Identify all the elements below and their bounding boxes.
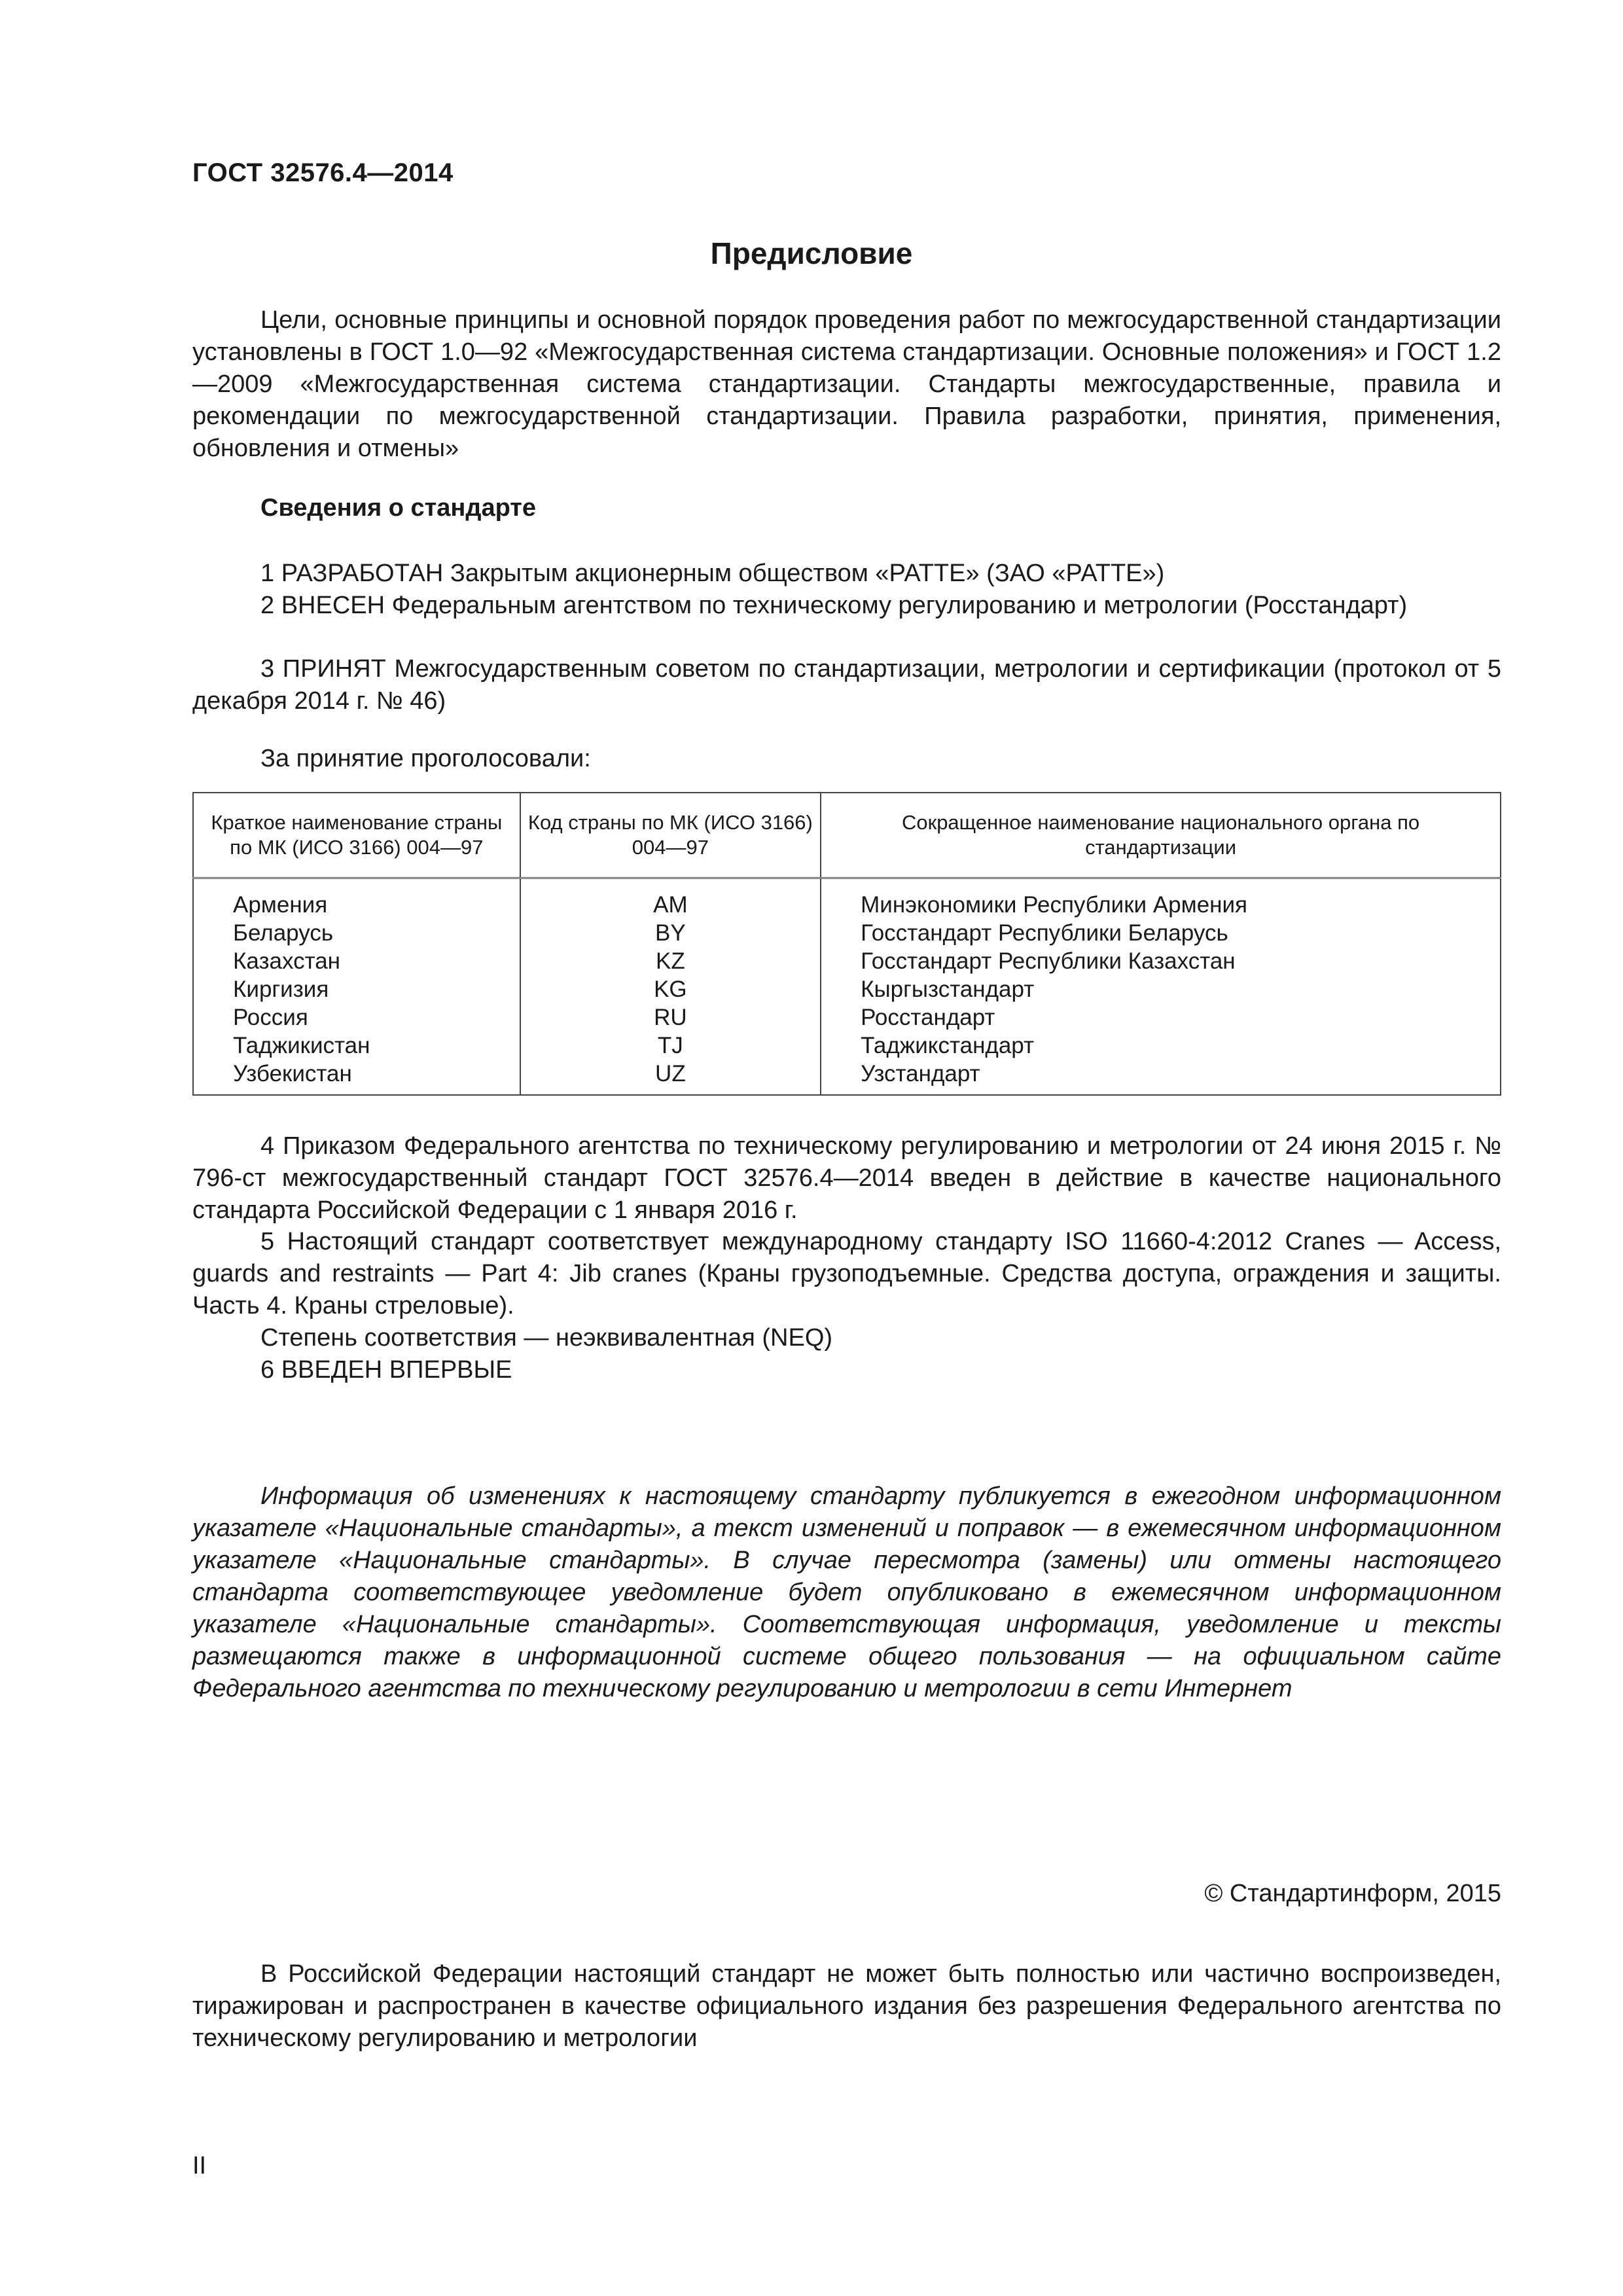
country-code: TJ <box>520 1031 821 1060</box>
preface-title: Предисловие <box>710 236 913 270</box>
standards-body: Госстандарт Республики Казахстан <box>821 947 1501 975</box>
country-code: BY <box>520 919 821 947</box>
reproduction-notice: В Российской Федерации настоящий стандарт не может быть полностью или частично воспроизведен, тиражирован и распространен в качестве официального издания без разрешения Федерального агентства по техническому регулированию и метрологии <box>192 1960 1501 2052</box>
column-header-authority: Сокращенное наименование национального органа по стандартизации <box>821 793 1501 878</box>
country-code: KZ <box>520 947 821 975</box>
table-row <box>193 878 1501 920</box>
country-code: UZ <box>520 1060 821 1095</box>
country-name: Россия <box>193 1003 520 1031</box>
standards-body: Росстандарт <box>821 1003 1501 1031</box>
item-adopted: 3 ПРИНЯТ Межгосударственным советом по стандартизации, метрологии и сертификации (протокол от 5 декабря 2014 г. № 46) <box>192 655 1501 715</box>
country-code: KG <box>520 975 821 1003</box>
table-row <box>193 1060 1501 1095</box>
column-header-country: Краткое наименование страны по МК (ИСО 3166) 004—97 <box>193 793 520 878</box>
voting-countries-table <box>192 792 1501 1096</box>
changes-info-notice: Информация об изменениях к настоящему стандарту публикуется в ежегодном информационном указателе «Национальные стандарты», а текст изменений и поправок — в ежемесячном информационном указателе «Национальные стандарты». В случае пересмотра (замены) или отмены настоящего стандарта соответствующее уведомление будет опубликовано в ежемесячном информационном указателе «Национальные стандарты». Соответствующая информация, уведомление и тексты размещаются также в информационной системе общего пользования — на официальном сайте Федерального агентства по техническому регулированию и метрологии в сети Интернет <box>192 1482 1501 1702</box>
country-name: Армения <box>193 878 520 920</box>
country-name: Таджикистан <box>193 1031 520 1060</box>
standards-body: Кыргызстандарт <box>821 975 1501 1003</box>
country-code: RU <box>520 1003 821 1031</box>
standards-body: Минэкономики Республики Армения <box>821 878 1501 920</box>
country-name: Казахстан <box>193 947 520 975</box>
table-header-row <box>193 793 1501 878</box>
item-first-introduced: 6 ВВЕДЕН ВПЕРВЫЕ <box>260 1356 512 1384</box>
preface-intro: Цели, основные принципы и основной порядок проведения работ по межгосударственной стандартизации установлены в ГОСТ 1.0—92 «Межгосударственная система стандартизации. Основные положения» и ГОСТ 1.2—2009 «Межгосударственная система стандартизации. Стандарты межгосударственные, правила и рекомендации по межгосударственной стандартизации. Правила разработки, принятия, применения, обновления и отмены» <box>192 306 1501 462</box>
country-name: Узбекистан <box>193 1060 520 1095</box>
standards-body: Узстандарт <box>821 1060 1501 1095</box>
document-number: ГОСТ 32576.4—2014 <box>192 158 454 187</box>
table-row <box>193 975 1501 1003</box>
conformity-degree: Степень соответствия — неэквивалентная (NEQ) <box>260 1324 833 1352</box>
table-row <box>193 1031 1501 1060</box>
vote-label: За принятие проголосовали: <box>260 745 591 772</box>
country-name: Беларусь <box>193 919 520 947</box>
country-name: Киргизия <box>193 975 520 1003</box>
standard-info-heading: Сведения о стандарте <box>260 494 537 522</box>
table-row <box>193 919 1501 947</box>
standards-body: Госстандарт Республики Беларусь <box>821 919 1501 947</box>
item-order: 4 Приказом Федерального агентства по техническому регулированию и метрологии от 24 июня 2015 г. № 796-ст межгосударственный стандарт ГОСТ 32576.4—2014 введен в действие в качестве национального стандарта Российской Федерации с 1 января 2016 г. <box>192 1132 1501 1224</box>
country-code: AM <box>520 878 821 920</box>
page-number: II <box>192 2152 207 2179</box>
table-row <box>193 947 1501 975</box>
item-developed: 1 РАЗРАБОТАН Закрытым акционерным обществом «РАТТЕ» (ЗАО «РАТТЕ») <box>260 560 1165 587</box>
column-header-code: Код страны по МК (ИСО 3166) 004—97 <box>520 793 821 878</box>
item-introduced: 2 ВНЕСЕН Федеральным агентством по техническому регулированию и метрологии (Росстандарт) <box>260 592 1408 619</box>
copyright: © Стандартинформ, 2015 <box>1204 1880 1501 1907</box>
table-row <box>193 1003 1501 1031</box>
item-conformity-international: 5 Настоящий стандарт соответствует международному стандарту ISO 11660-4:2012 Cranes — Access, guards and restraints — Part 4: Jib cranes (Краны грузоподъемные. Средства доступа, ограждения и защиты. Часть 4. Краны стреловые). <box>192 1228 1501 1319</box>
standards-body: Таджикстандарт <box>821 1031 1501 1060</box>
